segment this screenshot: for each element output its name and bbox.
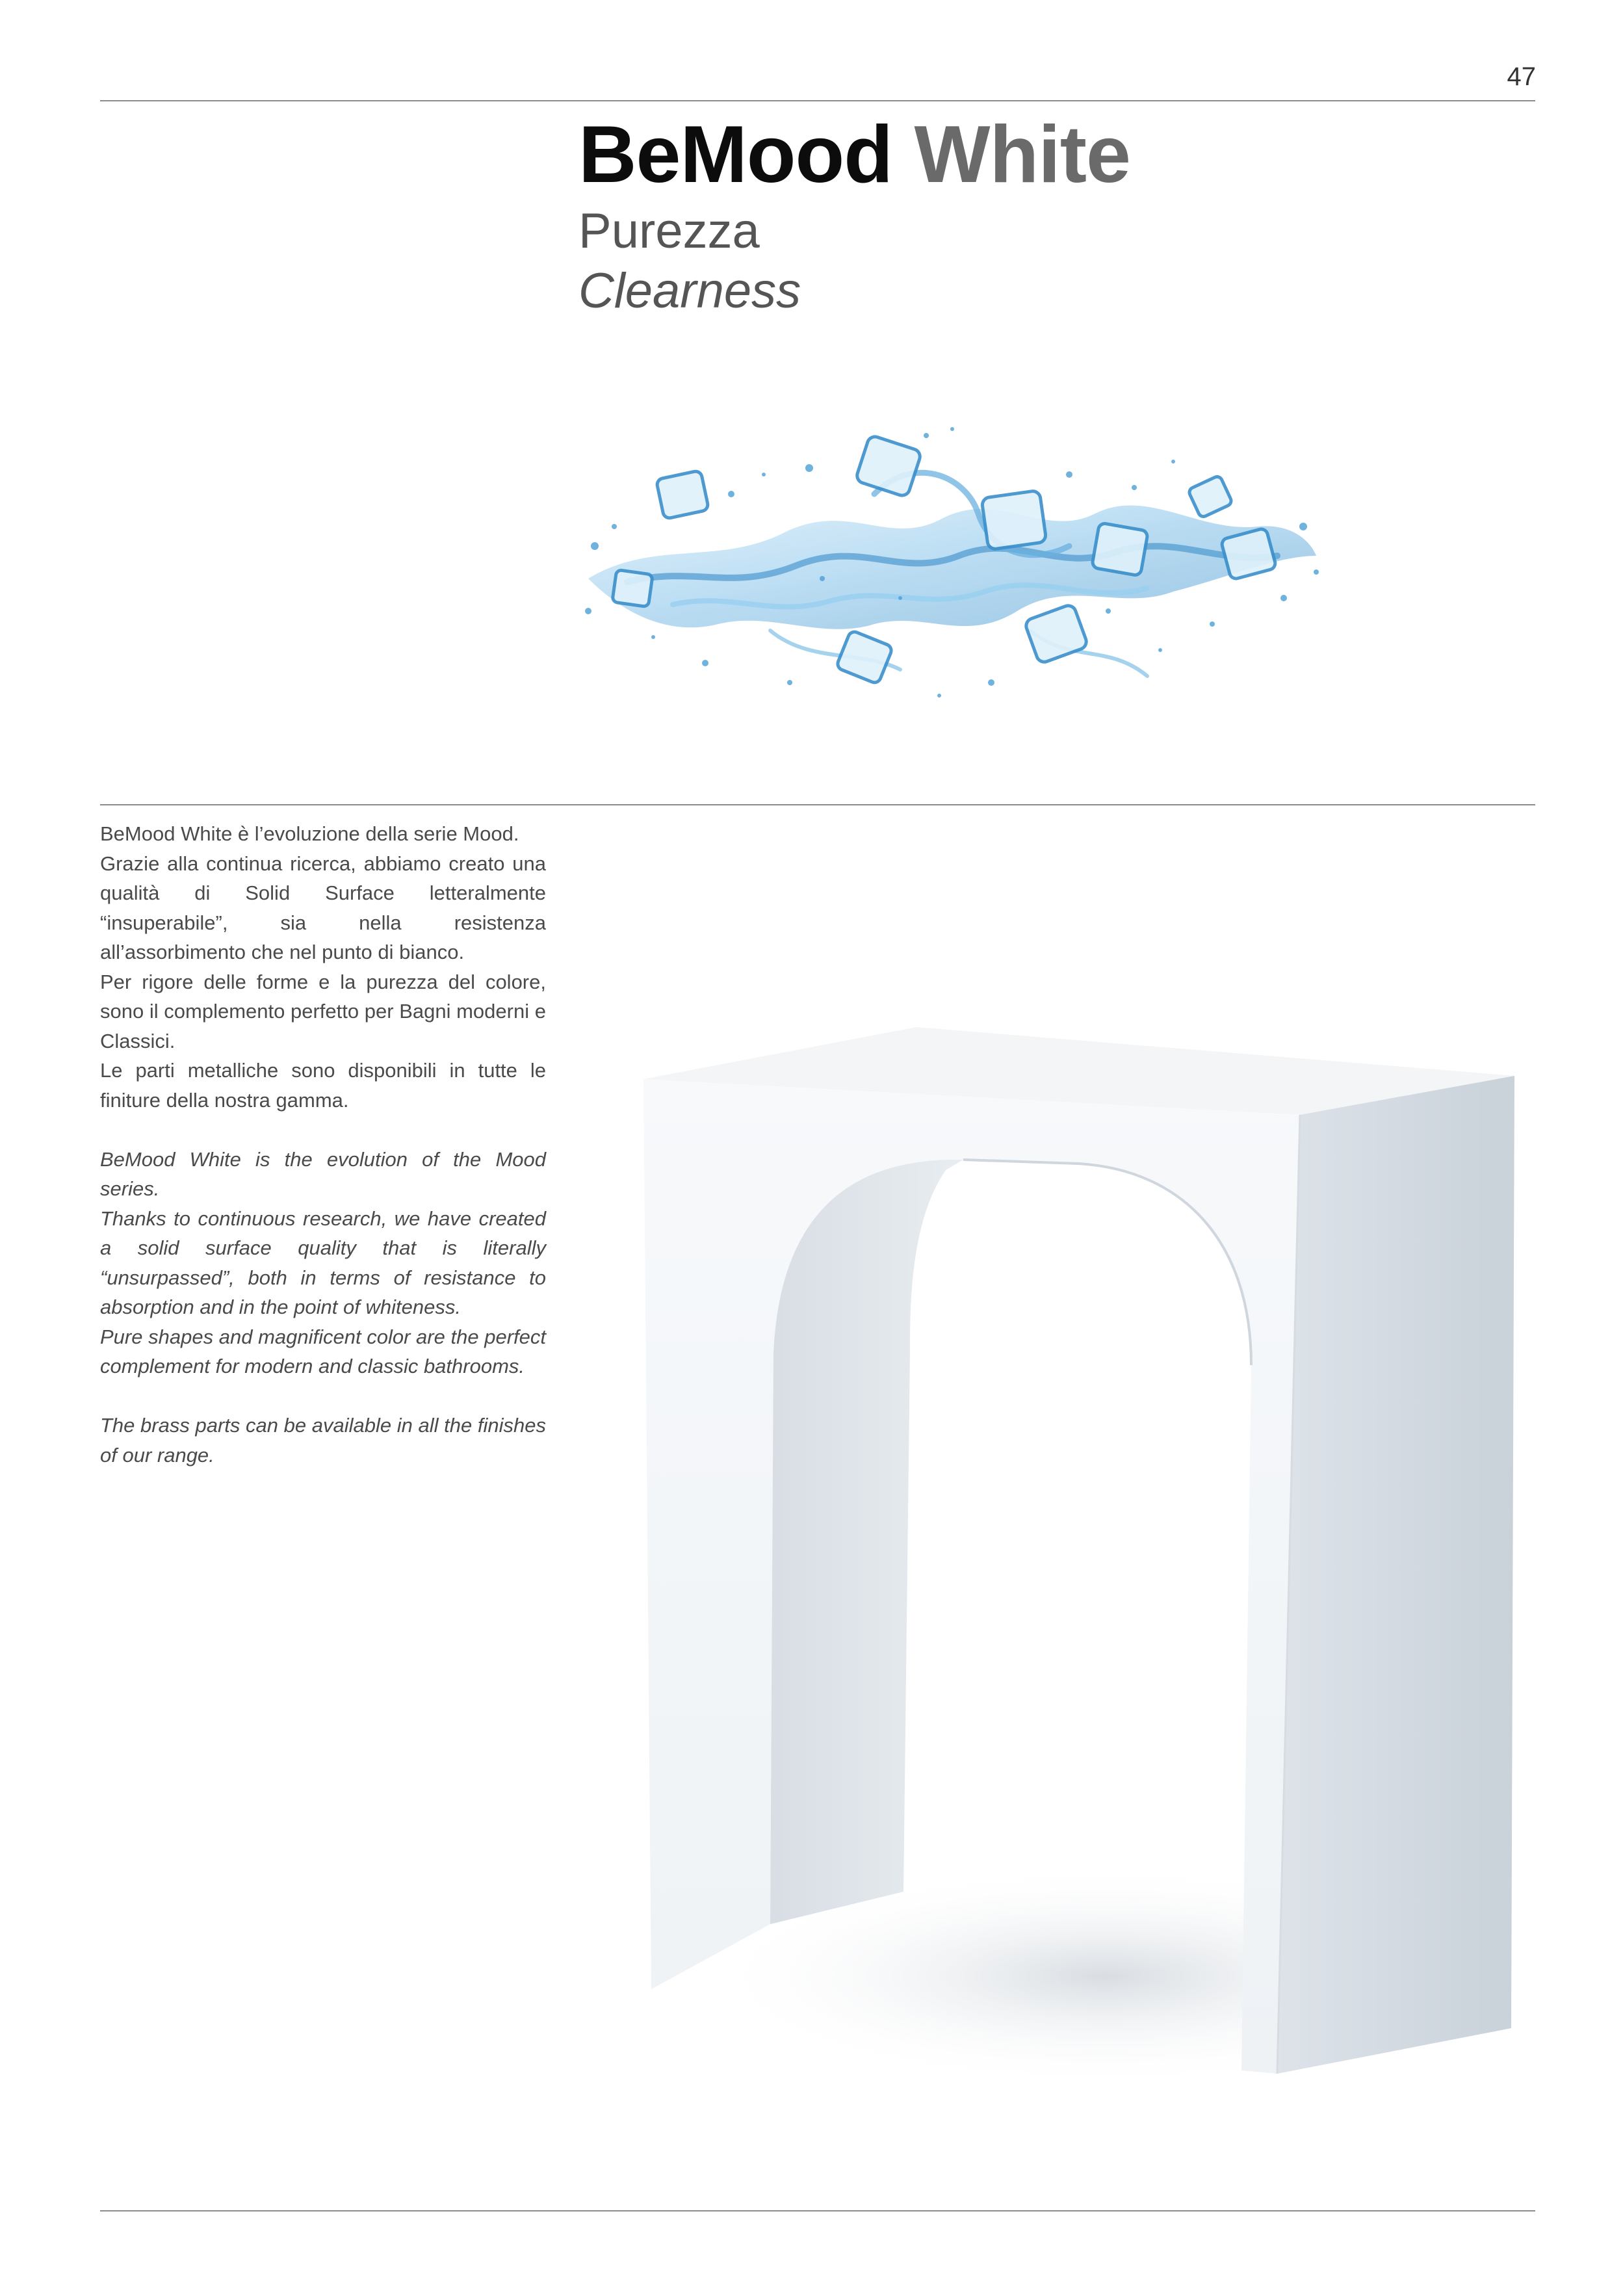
product-stool-image: [611, 1014, 1547, 2119]
stool-side: [1277, 1076, 1514, 2074]
description-it-3: Per rigore delle forme e la purezza del colore, sono il complemento perfetto per Bagni moderni e Classici.: [100, 970, 546, 1052]
water-splash-image: [575, 416, 1323, 715]
title-block: [578, 111, 1130, 320]
description-en-1: BeMood White is the evolution of the Mood series.: [100, 1147, 546, 1200]
subtitle-english: Clearness: [578, 263, 801, 319]
bottom-rule: [100, 2210, 1535, 2211]
description-it-2: Grazie alla continua ricerca, abbiamo creato una qualità di Solid Surface letteralmente “insuperabile”, sia nella resistenza all’assorbimento che nel punto di bianco.: [100, 852, 546, 963]
description-en-note: The brass parts can be available in all the finishes of our range.: [100, 1414, 546, 1467]
stool-inner-leg: [770, 1160, 963, 1924]
top-rule: [100, 100, 1535, 101]
middle-rule: [100, 804, 1535, 805]
description-it-1: BeMood White è l’evoluzione della serie Mood.: [100, 822, 519, 845]
product-title-primary: BeMood: [578, 110, 893, 200]
description-en-3: Pure shapes and magnificent color are the perfect complement for modern and classic bathrooms.: [100, 1325, 546, 1377]
subtitle-italian: Purezza: [578, 203, 760, 259]
product-title-secondary: White: [914, 110, 1130, 200]
product-title: [578, 111, 1130, 199]
page-number: 47: [1507, 62, 1536, 91]
description-it-4: Le parti metalliche sono disponibili in tutte le finiture della nostra gamma.: [100, 1059, 546, 1112]
description-column: [100, 819, 546, 1470]
description-en-2: Thanks to continuous research, we have created a solid surface quality that is literally “unsurpassed”, both in terms of resistance to absorption and in the point of whiteness.: [100, 1207, 546, 1318]
